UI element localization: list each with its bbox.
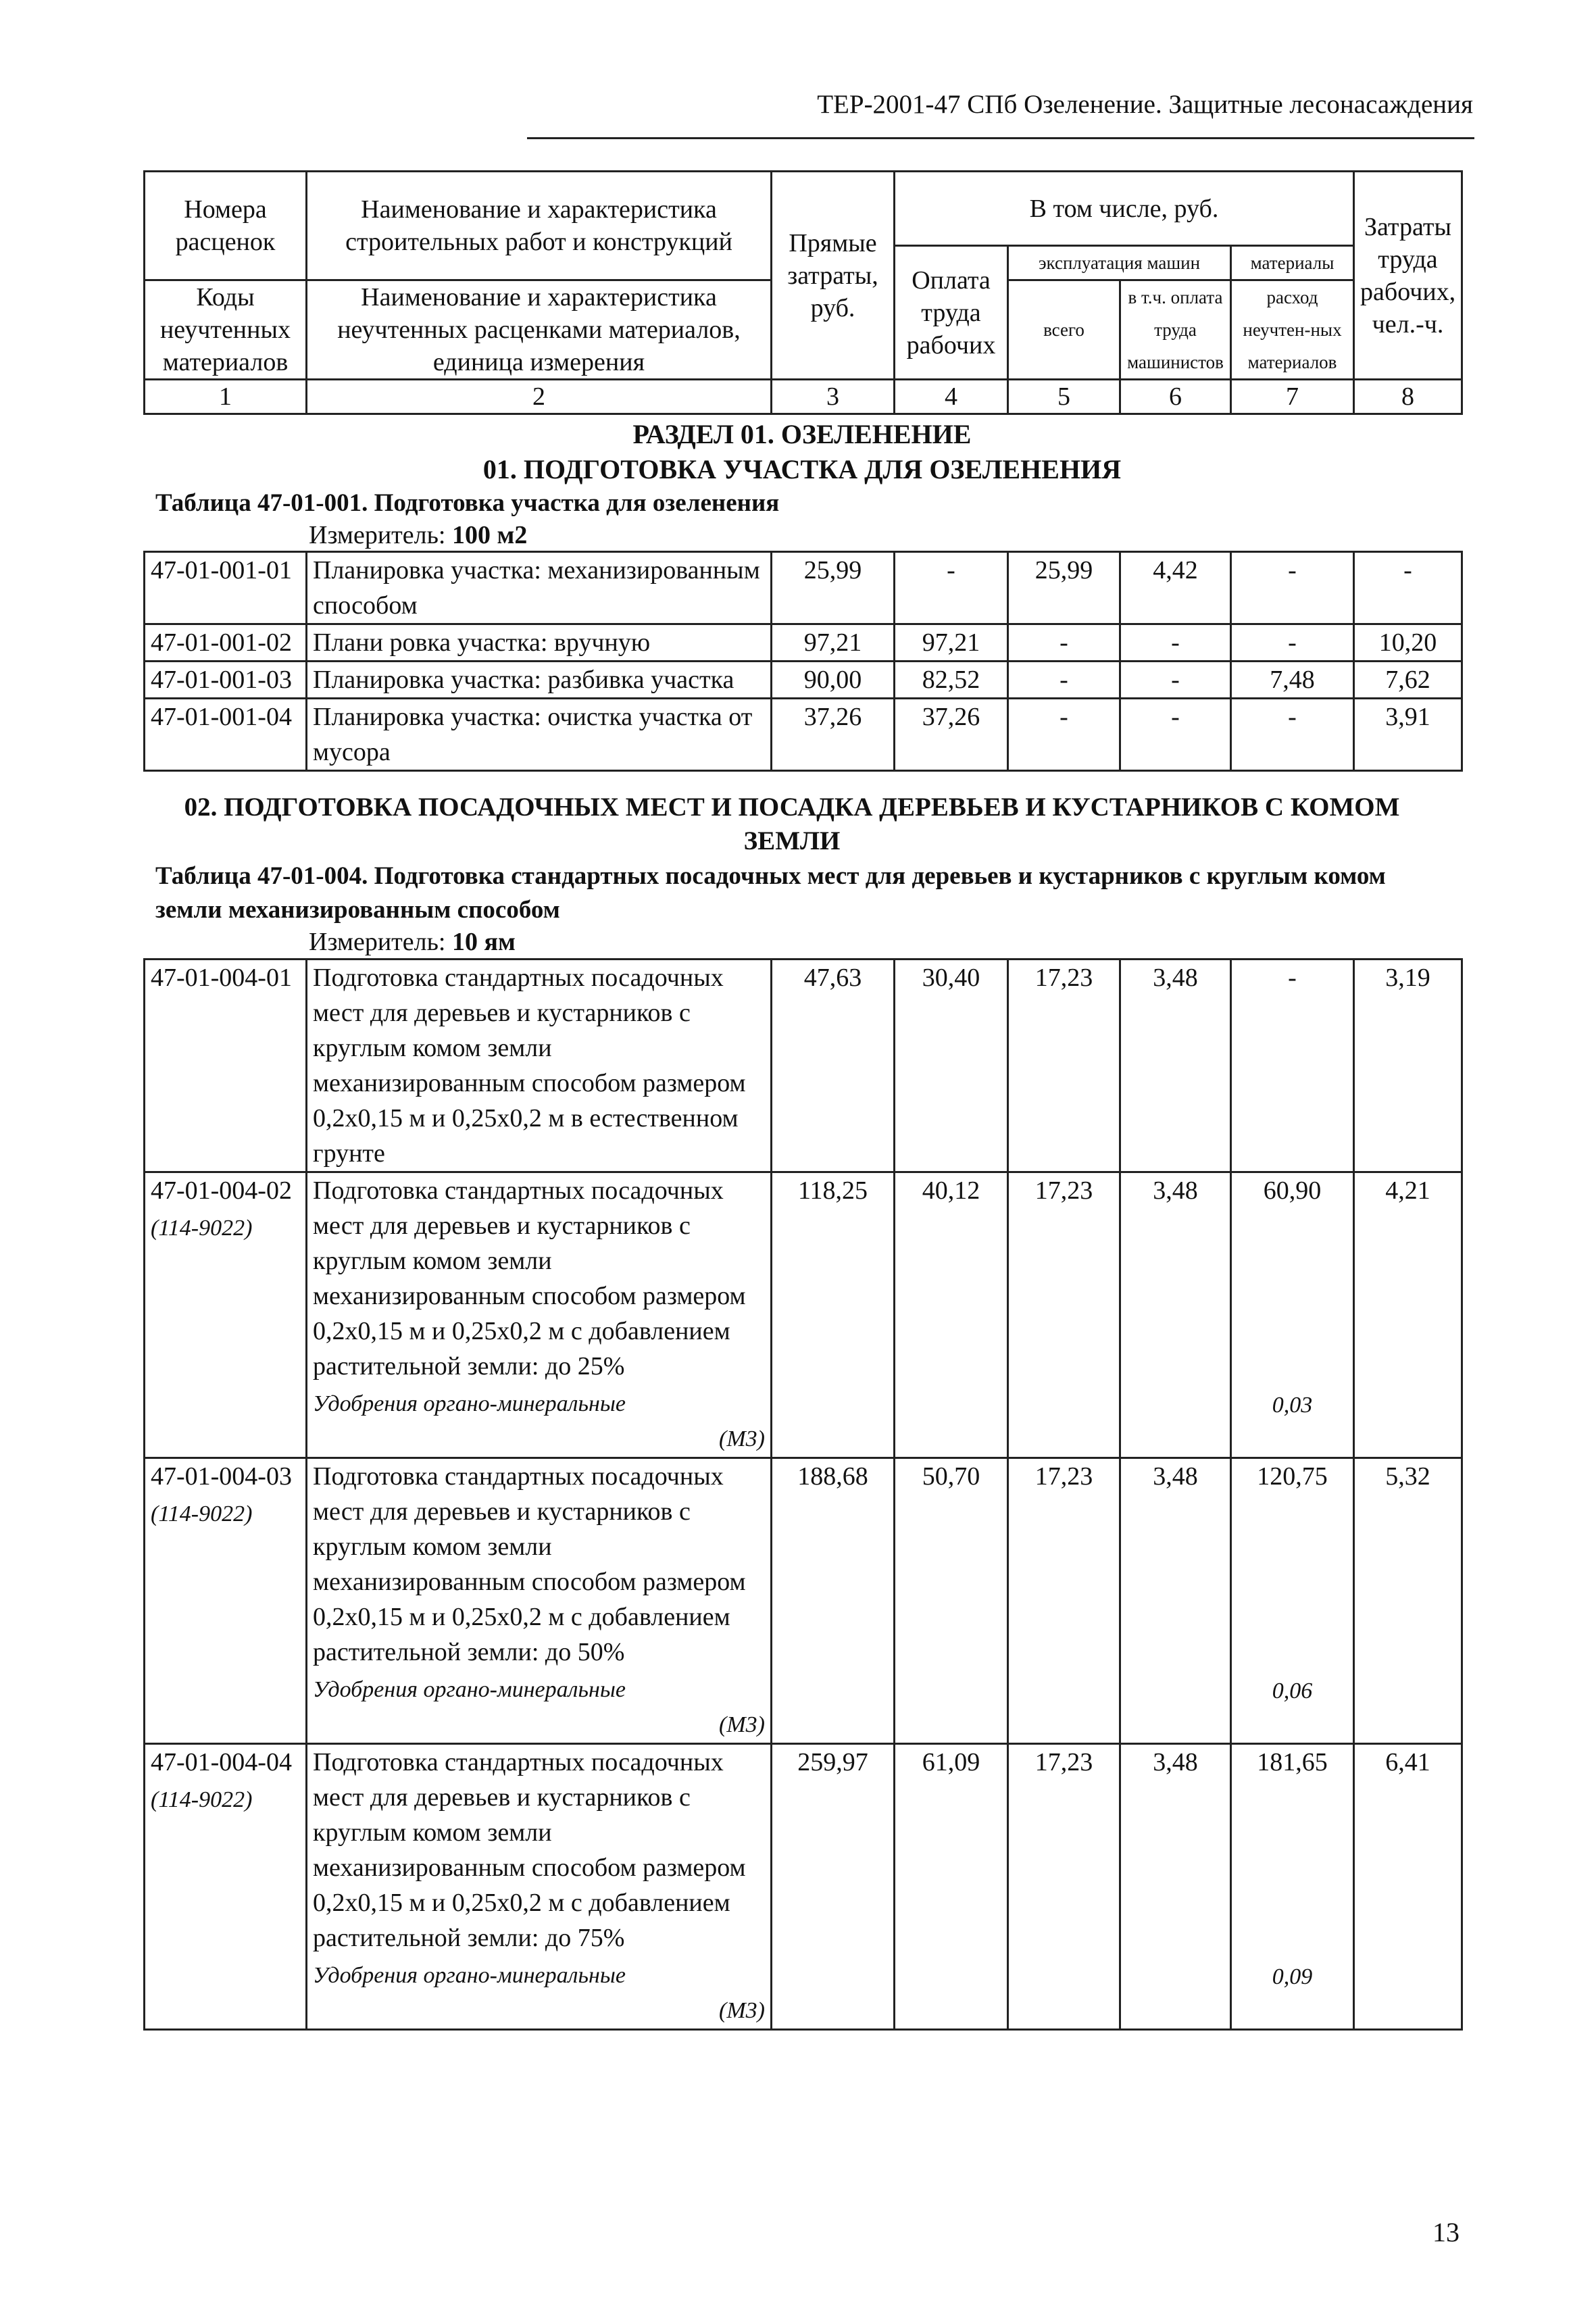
value-cell: 10,20 bbox=[1354, 624, 1462, 662]
column-header-table bbox=[143, 170, 1463, 415]
col-number: 4 bbox=[895, 380, 1008, 414]
value-text: 259,97 bbox=[797, 1748, 868, 1776]
section-title: РАЗДЕЛ 01. ОЗЕЛЕНЕНИЕ bbox=[632, 419, 972, 449]
col-number: 2 bbox=[307, 380, 772, 414]
measure-line bbox=[309, 520, 527, 550]
value-cell: 25,99 bbox=[1008, 552, 1120, 624]
material-code: (114-9022) bbox=[151, 1216, 253, 1241]
value-text: 4,21 bbox=[1385, 1176, 1430, 1205]
table-row bbox=[145, 1744, 1462, 2030]
material-code: (114-9022) bbox=[151, 1501, 253, 1526]
value-cell bbox=[1354, 960, 1462, 1172]
subsection-title: 02. ПОДГОТОВКА ПОСАДОЧНЫХ МЕСТ И ПОСАДКА ДЕРЕВЬЕВ И КУСТАРНИКОВ С КОМОМ ЗЕМЛИ bbox=[184, 793, 1400, 855]
work-name: Плани ровка участка: вручную bbox=[307, 624, 772, 662]
value-cell bbox=[1008, 960, 1120, 1172]
work-name bbox=[307, 1744, 772, 2030]
rate-code: 47-01-001-03 bbox=[145, 662, 307, 699]
value-cell: - bbox=[1231, 624, 1354, 662]
value-cell bbox=[895, 1744, 1008, 2030]
value-cell: 3,91 bbox=[1354, 699, 1462, 771]
work-name bbox=[307, 1172, 772, 1458]
value-cell bbox=[1354, 1172, 1462, 1458]
value-text: 3,48 bbox=[1153, 1748, 1198, 1776]
value-cell: 25,99 bbox=[772, 552, 895, 624]
header-pryamye: Прямые затраты, руб. bbox=[772, 172, 895, 380]
measure-label: Измеритель: bbox=[309, 928, 446, 956]
value-cell bbox=[772, 1172, 895, 1458]
table-row bbox=[145, 552, 1462, 624]
value-text: 5,32 bbox=[1385, 1462, 1430, 1491]
value-cell: - bbox=[1120, 624, 1231, 662]
value-text: 47,63 bbox=[803, 964, 862, 992]
rate-code bbox=[145, 960, 307, 1172]
header-zatraty: Затраты труда рабочих, чел.-ч. bbox=[1354, 172, 1462, 380]
material-unit: (М3) bbox=[719, 1998, 765, 2023]
rate-code-text: 47-01-004-02 bbox=[151, 1176, 292, 1205]
header-kody: Коды неучтенных материалов bbox=[145, 280, 307, 380]
rate-code: 47-01-001-02 bbox=[145, 624, 307, 662]
value-cell: 90,00 bbox=[772, 662, 895, 699]
work-name-text: Подготовка стандартных посадочных мест для деревьев и кустарников с круглым комом земли механизированным способом размером 0,2х0,15 м и 0,25х0,2 м в естественном грунте bbox=[313, 964, 746, 1168]
value-cell bbox=[1120, 960, 1231, 1172]
work-name-text: Подготовка стандартных посадочных мест для деревьев и кустарников с круглым комом земли механизированным способом размером 0,2х0,15 м и 0,25х0,2 м с добавлением растительной земли: до 25% bbox=[313, 1176, 746, 1380]
measure-value: 10 ям bbox=[452, 928, 516, 956]
header-naim: Наименование и характеристика строительных работ и конструкций bbox=[307, 172, 772, 280]
value-cell bbox=[1231, 1172, 1354, 1458]
header-ekspl: эксплуатация машин bbox=[1008, 246, 1231, 280]
value-cell: - bbox=[1120, 662, 1231, 699]
header-materialy: материалы bbox=[1231, 246, 1354, 280]
value-cell: 97,21 bbox=[895, 624, 1008, 662]
value-text: 30,40 bbox=[922, 964, 980, 992]
value-cell bbox=[1008, 1172, 1120, 1458]
value-cell: - bbox=[1120, 699, 1231, 771]
header-nomera: Номера расценок bbox=[145, 172, 307, 280]
value-cell bbox=[1120, 1458, 1231, 1744]
value-text: 181,65 bbox=[1257, 1748, 1328, 1776]
rate-code: 47-01-001-04 bbox=[145, 699, 307, 771]
value-text: 40,12 bbox=[922, 1176, 980, 1205]
value-cell bbox=[1008, 1744, 1120, 2030]
work-name: Планировка участка: очистка участка от мусора bbox=[307, 699, 772, 771]
work-name: Планировка участка: механизированным способом bbox=[307, 552, 772, 624]
value-cell: - bbox=[1008, 624, 1120, 662]
value-cell: - bbox=[1008, 662, 1120, 699]
value-text: 6,41 bbox=[1385, 1748, 1430, 1776]
value-text: 17,23 bbox=[1034, 1462, 1093, 1491]
table-title: Таблица 47-01-001. Подготовка участка для озеленения bbox=[155, 489, 780, 517]
material-qty: 0,03 bbox=[1272, 1393, 1313, 1418]
value-cell bbox=[1008, 1458, 1120, 1744]
measure-value: 100 м2 bbox=[452, 521, 528, 549]
value-text: 3,48 bbox=[1153, 964, 1198, 992]
rate-code-text: 47-01-004-01 bbox=[151, 964, 292, 992]
material-name: Удобрения органо-минеральные bbox=[313, 1677, 626, 1702]
value-cell: 7,62 bbox=[1354, 662, 1462, 699]
value-text: 3,48 bbox=[1153, 1462, 1198, 1491]
header-rule bbox=[527, 137, 1474, 139]
value-text: 3,48 bbox=[1153, 1176, 1198, 1205]
value-cell bbox=[895, 960, 1008, 1172]
col-number: 3 bbox=[772, 380, 895, 414]
value-text: 61,09 bbox=[922, 1748, 980, 1776]
value-cell bbox=[772, 960, 895, 1172]
work-name bbox=[307, 960, 772, 1172]
value-cell: - bbox=[1231, 699, 1354, 771]
measure-label: Измеритель: bbox=[309, 521, 446, 549]
col-number: 8 bbox=[1354, 380, 1462, 414]
value-cell bbox=[895, 1172, 1008, 1458]
table-row bbox=[145, 1458, 1462, 1744]
material-qty: 0,09 bbox=[1272, 1964, 1313, 1989]
header-rashod: расход неучтен-ных материалов bbox=[1231, 280, 1354, 380]
value-cell bbox=[1354, 1744, 1462, 2030]
value-cell: - bbox=[1008, 699, 1120, 771]
rate-code bbox=[145, 1458, 307, 1744]
material-qty: 0,06 bbox=[1272, 1678, 1313, 1703]
value-cell: 97,21 bbox=[772, 624, 895, 662]
value-cell bbox=[772, 1458, 895, 1744]
value-cell: - bbox=[1354, 552, 1462, 624]
value-cell: 37,26 bbox=[895, 699, 1008, 771]
value-text: 118,25 bbox=[797, 1176, 868, 1205]
header-naim2: Наименование и характеристика неучтенных расценками материалов, единица измерения bbox=[307, 280, 772, 380]
header-oplata: Оплата труда рабочих bbox=[895, 246, 1008, 380]
material-name: Удобрения органо-минеральные bbox=[313, 1963, 626, 1988]
value-cell: 4,42 bbox=[1120, 552, 1231, 624]
value-cell: 7,48 bbox=[1231, 662, 1354, 699]
table-row bbox=[145, 624, 1462, 662]
work-name-text: Подготовка стандартных посадочных мест для деревьев и кустарников с круглым комом земли механизированным способом размером 0,2х0,15 м и 0,25х0,2 м с добавлением растительной земли: до 75% bbox=[313, 1748, 746, 1952]
material-unit: (М3) bbox=[719, 1712, 765, 1737]
value-cell bbox=[772, 1744, 895, 2030]
value-cell bbox=[1354, 1458, 1462, 1744]
table-row bbox=[145, 662, 1462, 699]
table-47-01-001 bbox=[143, 551, 1463, 772]
value-text: - bbox=[1288, 964, 1297, 992]
table-row bbox=[145, 1172, 1462, 1458]
rate-code bbox=[145, 1744, 307, 2030]
value-cell bbox=[1120, 1172, 1231, 1458]
value-text: 17,23 bbox=[1034, 964, 1093, 992]
material-unit: (М3) bbox=[719, 1426, 765, 1451]
table-row bbox=[145, 960, 1462, 1172]
col-number: 7 bbox=[1231, 380, 1354, 414]
table-row bbox=[145, 699, 1462, 771]
rate-code-text: 47-01-004-04 bbox=[151, 1748, 292, 1776]
rate-code: 47-01-001-01 bbox=[145, 552, 307, 624]
value-cell bbox=[1231, 1744, 1354, 2030]
work-name-text: Подготовка стандартных посадочных мест для деревьев и кустарников с круглым комом земли механизированным способом размером 0,2х0,15 м и 0,25х0,2 м с добавлением растительной земли: до 50% bbox=[313, 1462, 746, 1666]
rate-code-text: 47-01-004-03 bbox=[151, 1462, 292, 1491]
col-number: 1 bbox=[145, 380, 307, 414]
value-cell bbox=[1231, 960, 1354, 1172]
col-number: 5 bbox=[1008, 380, 1120, 414]
material-name: Удобрения органо-минеральные bbox=[313, 1391, 626, 1416]
value-text: 17,23 bbox=[1034, 1176, 1093, 1205]
running-header: ТЕР-2001-47 СПб Озеленение. Защитные лесонасаждения bbox=[817, 90, 1473, 119]
work-name: Планировка участка: разбивка участка bbox=[307, 662, 772, 699]
header-vsego: всего bbox=[1008, 280, 1120, 380]
value-cell bbox=[1231, 1458, 1354, 1744]
value-text: 120,75 bbox=[1257, 1462, 1328, 1491]
value-cell bbox=[1120, 1744, 1231, 2030]
value-text: 17,23 bbox=[1034, 1748, 1093, 1776]
value-cell: 37,26 bbox=[772, 699, 895, 771]
value-text: 188,68 bbox=[797, 1462, 868, 1491]
header-v-tom: В том числе, руб. bbox=[895, 172, 1354, 246]
rate-code bbox=[145, 1172, 307, 1458]
value-cell bbox=[895, 1458, 1008, 1744]
value-cell: 82,52 bbox=[895, 662, 1008, 699]
table-title: Таблица 47-01-004. Подготовка стандартных посадочных мест для деревьев и кустарников с круглым комом земли механизированным способом bbox=[155, 862, 1386, 924]
value-text: 60,90 bbox=[1263, 1176, 1322, 1205]
page-number: 13 bbox=[1432, 2217, 1460, 2247]
subsection-title: 01. ПОДГОТОВКА УЧАСТКА ДЛЯ ОЗЕЛЕНЕНИЯ bbox=[482, 454, 1122, 484]
table-47-01-004 bbox=[143, 958, 1463, 2031]
work-name bbox=[307, 1458, 772, 1744]
value-text: 50,70 bbox=[922, 1462, 980, 1491]
value-cell: - bbox=[1231, 552, 1354, 624]
material-code: (114-9022) bbox=[151, 1787, 253, 1812]
value-text: 3,19 bbox=[1385, 964, 1430, 992]
measure-line bbox=[309, 927, 516, 957]
col-number: 6 bbox=[1120, 380, 1231, 414]
value-cell: - bbox=[895, 552, 1008, 624]
header-vtch: в т.ч. оплата труда машинистов bbox=[1120, 280, 1231, 380]
